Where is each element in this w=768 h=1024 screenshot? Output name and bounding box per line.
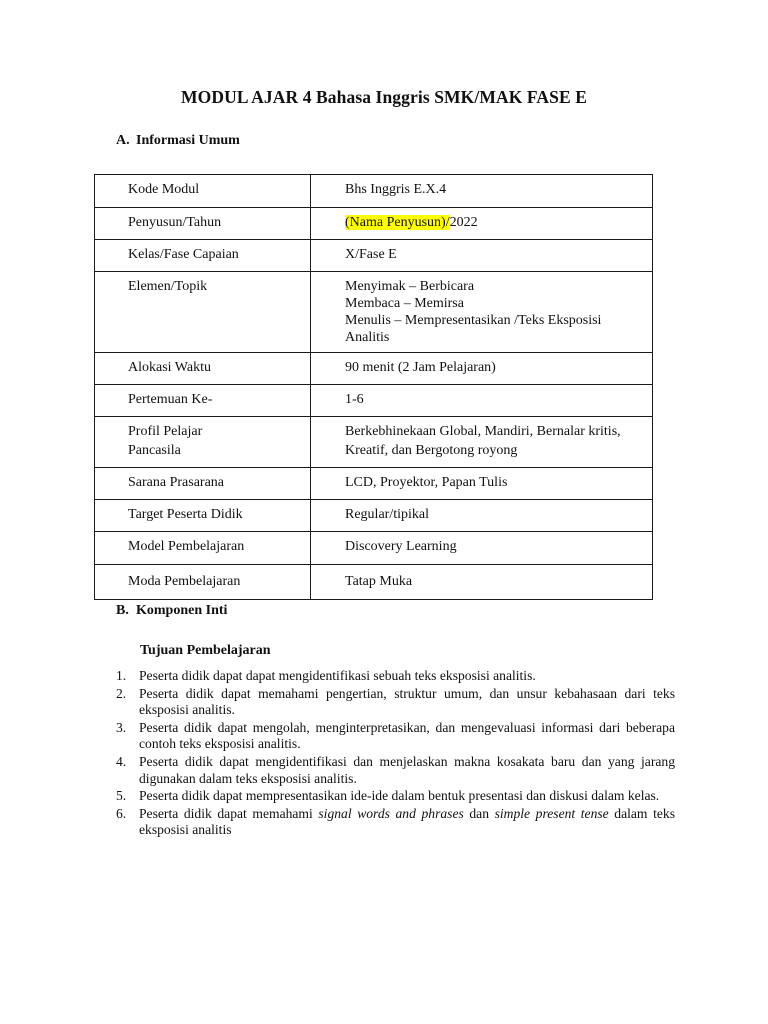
- profile-label-line: Pancasila: [128, 443, 181, 458]
- profile-value-line: Kreatif, dan Bergotong royong: [345, 443, 518, 458]
- objective-text: simple present tense: [494, 805, 609, 821]
- row-label-penyusun: Penyusun/Tahun: [95, 208, 311, 240]
- objective-number: 5.: [116, 788, 127, 804]
- objective-text: Peserta didik dapat mengidentifikasi dan menjelaskan makna kosakata baru dan yang jarang digunakan dalam teks eksposisi analitis.: [139, 753, 675, 786]
- objective-text: Peserta didik dapat memahami pengertian, struktur umum, dan unsur kebahasaan dari teks eksposisi analitis.: [139, 685, 675, 718]
- row-label-target: Target Peserta Didik: [95, 500, 311, 532]
- row-label-moda: Moda Pembelajaran: [95, 565, 311, 600]
- section-b-letter: B.: [116, 603, 129, 618]
- row-label-pertemuan: Pertemuan Ke-: [95, 385, 311, 417]
- author-name-placeholder: (Nama Penyusun)/: [345, 215, 450, 230]
- section-a-letter: A.: [116, 133, 130, 148]
- objective-item: [116, 686, 675, 719]
- row-label-model: Model Pembelajaran: [95, 532, 311, 565]
- objective-number: 6.: [116, 805, 127, 821]
- row-value-kode-modul: Bhs Inggris E.X.4: [311, 175, 653, 208]
- row-value-elemen-topik: [311, 272, 653, 353]
- table-row: [95, 240, 653, 272]
- objective-text: dalam teks eksposisi analitis: [139, 805, 675, 838]
- row-value-alokasi-waktu: 90 menit (2 Jam Pelajaran): [311, 353, 653, 385]
- objective-text: signal words and phrases: [318, 805, 464, 821]
- row-value-target: Regular/tipikal: [311, 500, 653, 532]
- author-year: 2022: [449, 215, 478, 230]
- table-row: [95, 500, 653, 532]
- objective-number: 1.: [116, 668, 127, 683]
- row-label-sarana: Sarana Prasarana: [95, 468, 311, 500]
- table-row: [95, 468, 653, 500]
- section-a-heading: [116, 133, 240, 149]
- row-value-moda: Tatap Muka: [311, 565, 653, 600]
- section-b-title: Komponen Inti: [136, 603, 228, 618]
- topic-line: Menulis – Mempresentasikan /Teks Eksposisi Analitis: [345, 313, 602, 345]
- objective-text: Peserta didik dapat dapat mengidentifikasi sebuah teks eksposisi analitis.: [139, 668, 536, 683]
- topic-line: Menyimak – Berbicara: [345, 279, 475, 294]
- objective-item: [116, 720, 675, 753]
- table-row: [95, 353, 653, 385]
- row-label-profil-pelajar: [95, 417, 311, 468]
- objective-text: Peserta didik dapat memahami: [139, 805, 319, 821]
- objective-item: [116, 788, 675, 805]
- row-value-penyusun: [311, 208, 653, 240]
- objective-number: 4.: [116, 753, 127, 769]
- row-label-elemen-topik: Elemen/Topik: [95, 272, 311, 353]
- row-value-sarana: LCD, Proyektor, Papan Tulis: [311, 468, 653, 500]
- table-row: [95, 208, 653, 240]
- objective-item: [116, 754, 675, 787]
- row-label-kode-modul: Kode Modul: [95, 175, 311, 208]
- table-row: [95, 385, 653, 417]
- objective-text: Peserta didik dapat mempresentasikan ide-ide dalam bentuk presentasi dan diskusi dalam kelas.: [139, 788, 660, 804]
- objective-item: [116, 806, 675, 839]
- row-label-kelas-fase: Kelas/Fase Capaian: [95, 240, 311, 272]
- general-info-table: [94, 174, 653, 600]
- table-row: [95, 175, 653, 208]
- topic-line: Membaca – Memirsa: [345, 296, 464, 311]
- profile-label-line: Profil Pelajar: [128, 424, 203, 439]
- row-value-profil-pelajar: [311, 417, 653, 468]
- objective-number: 2.: [116, 685, 127, 701]
- row-value-model: Discovery Learning: [311, 532, 653, 565]
- objective-number: 3.: [116, 719, 127, 735]
- profile-value-line: Berkebhinekaan Global, Mandiri, Bernalar kritis,: [345, 424, 621, 439]
- objective-text: Peserta didik dapat mengolah, menginterpretasikan, dan mengevaluasi informasi dari beberapa contoh teks eksposisi analitis.: [139, 719, 675, 752]
- table-row: [95, 532, 653, 565]
- table-row: [95, 272, 653, 353]
- objective-text: dan: [463, 805, 495, 821]
- table-row: [95, 565, 653, 600]
- section-a-title: Informasi Umum: [136, 133, 240, 148]
- row-value-pertemuan: 1-6: [311, 385, 653, 417]
- learning-objectives-list: [116, 668, 675, 840]
- row-label-alokasi-waktu: Alokasi Waktu: [95, 353, 311, 385]
- row-value-kelas-fase: X/Fase E: [311, 240, 653, 272]
- section-b-heading: [116, 603, 227, 619]
- document-title: MODUL AJAR 4 Bahasa Inggris SMK/MAK FASE E: [181, 87, 587, 107]
- table-row: [95, 417, 653, 468]
- objective-item: [116, 668, 675, 685]
- learning-objectives-heading: Tujuan Pembelajaran: [140, 643, 271, 658]
